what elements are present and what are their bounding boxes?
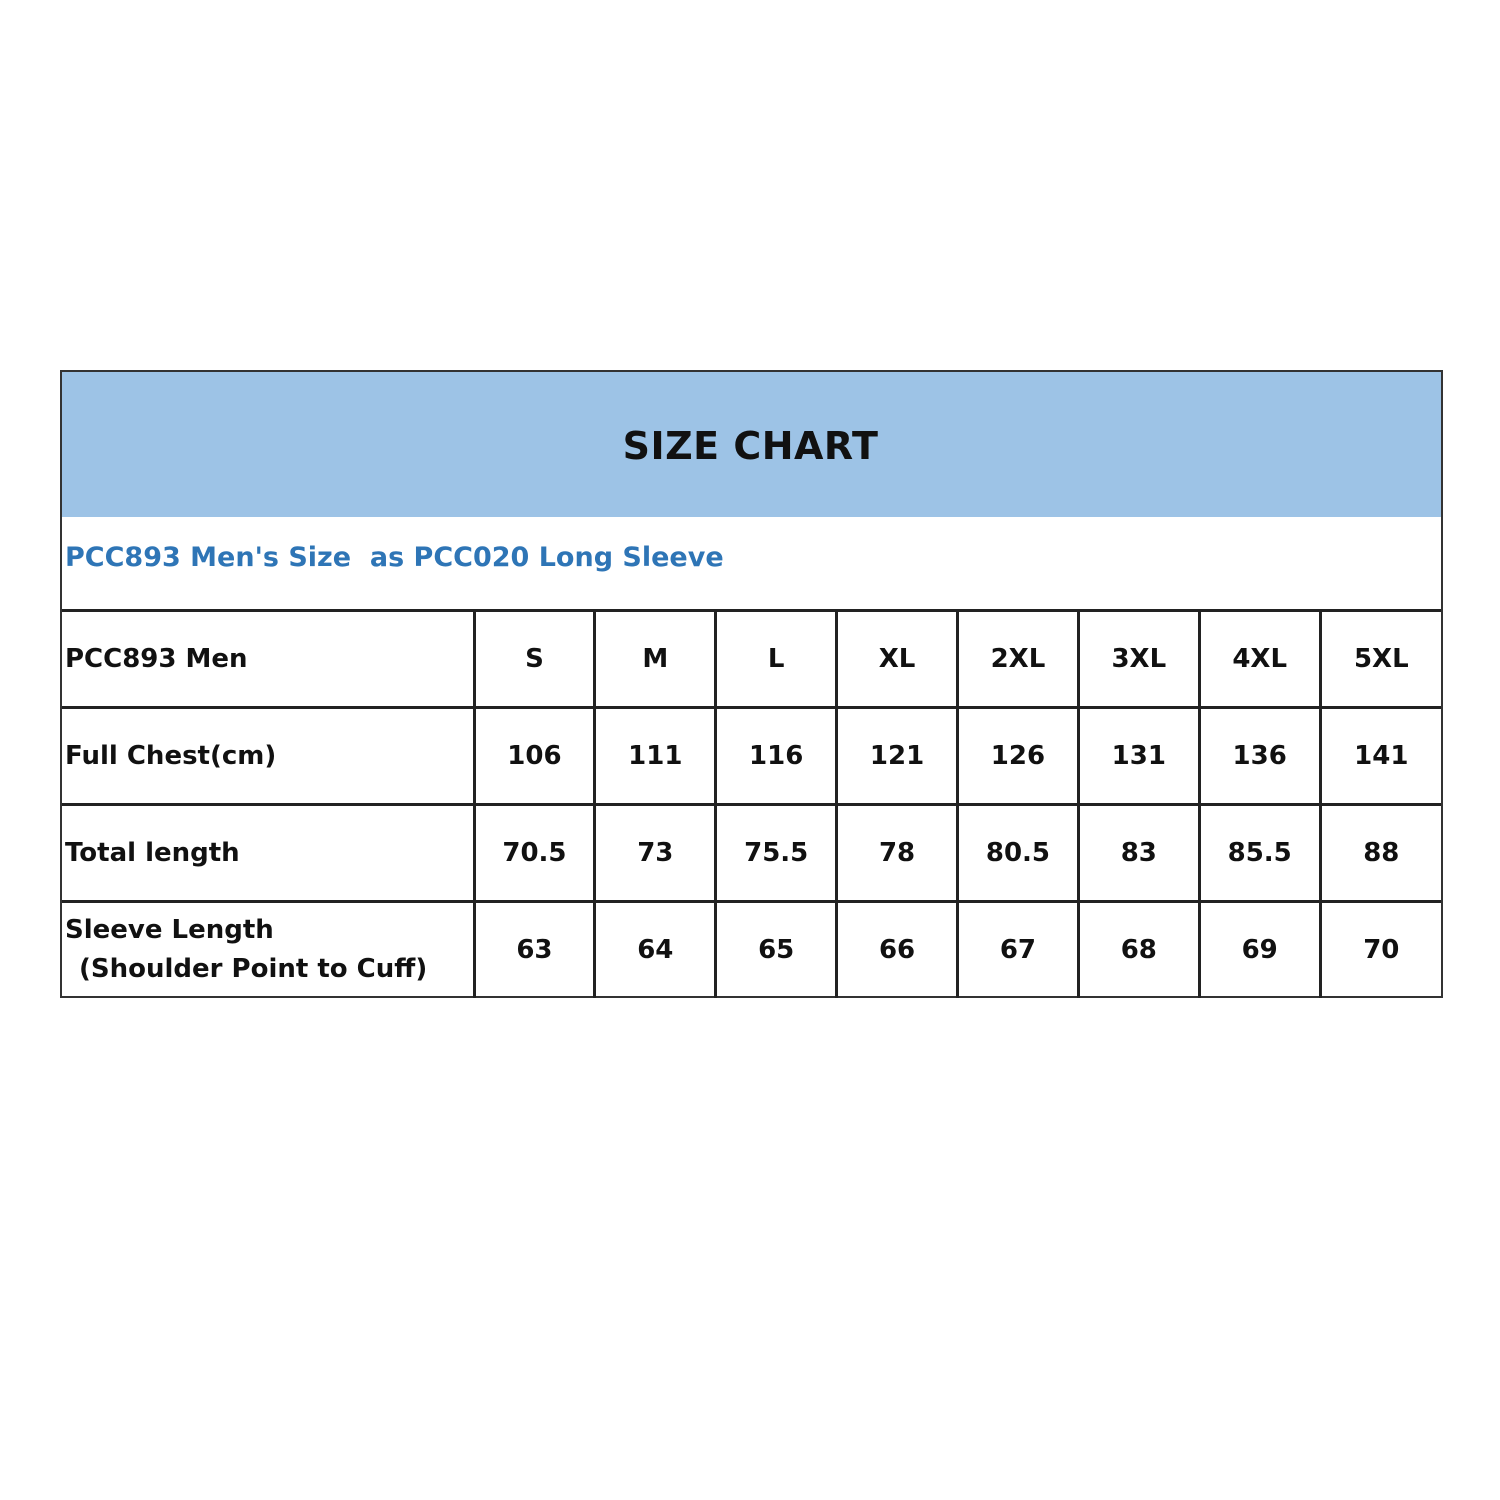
size-table bbox=[62, 609, 1441, 998]
table-row bbox=[62, 805, 1441, 902]
value-cell: 67 bbox=[958, 902, 1079, 998]
size-chart bbox=[60, 370, 1443, 998]
value-cell: 85.5 bbox=[1199, 805, 1320, 902]
value-cell: 111 bbox=[595, 708, 716, 805]
size-cell: S bbox=[474, 611, 595, 708]
value-cell: 106 bbox=[474, 708, 595, 805]
value-cell: 68 bbox=[1078, 902, 1199, 998]
size-cell: M bbox=[595, 611, 716, 708]
value-cell: 64 bbox=[595, 902, 716, 998]
row-label bbox=[62, 902, 474, 998]
value-cell: 136 bbox=[1199, 708, 1320, 805]
row-label-sub: (Shoulder Point to Cuff) bbox=[79, 954, 428, 985]
size-header-row bbox=[62, 611, 1441, 708]
value-cell: 63 bbox=[474, 902, 595, 998]
value-cell: 70.5 bbox=[474, 805, 595, 902]
size-cell: 5XL bbox=[1320, 611, 1441, 708]
chart-header bbox=[62, 372, 1441, 517]
row-label: Total length bbox=[62, 805, 474, 902]
value-cell: 69 bbox=[1199, 902, 1320, 998]
size-cell: XL bbox=[837, 611, 958, 708]
value-cell: 78 bbox=[837, 805, 958, 902]
value-cell: 121 bbox=[837, 708, 958, 805]
table-row bbox=[62, 708, 1441, 805]
value-cell: 73 bbox=[595, 805, 716, 902]
value-cell: 88 bbox=[1320, 805, 1441, 902]
row-label-main: Sleeve Length bbox=[65, 915, 274, 946]
size-cell: 4XL bbox=[1199, 611, 1320, 708]
row-label: Full Chest(cm) bbox=[62, 708, 474, 805]
value-cell: 126 bbox=[958, 708, 1079, 805]
value-cell: 66 bbox=[837, 902, 958, 998]
chart-title: SIZE CHART bbox=[622, 423, 879, 468]
value-cell: 116 bbox=[716, 708, 837, 805]
size-cell: L bbox=[716, 611, 837, 708]
value-cell: 80.5 bbox=[958, 805, 1079, 902]
size-cell: 3XL bbox=[1078, 611, 1199, 708]
chart-subtitle: PCC893 Men's Size as PCC020 Long Sleeve bbox=[65, 542, 724, 573]
value-cell: 75.5 bbox=[716, 805, 837, 902]
value-cell: 65 bbox=[716, 902, 837, 998]
value-cell: 83 bbox=[1078, 805, 1199, 902]
value-cell: 131 bbox=[1078, 708, 1199, 805]
table-row bbox=[62, 902, 1441, 998]
size-cell: 2XL bbox=[958, 611, 1079, 708]
value-cell: 141 bbox=[1320, 708, 1441, 805]
header-label-cell: PCC893 Men bbox=[62, 611, 474, 708]
value-cell: 70 bbox=[1320, 902, 1441, 998]
